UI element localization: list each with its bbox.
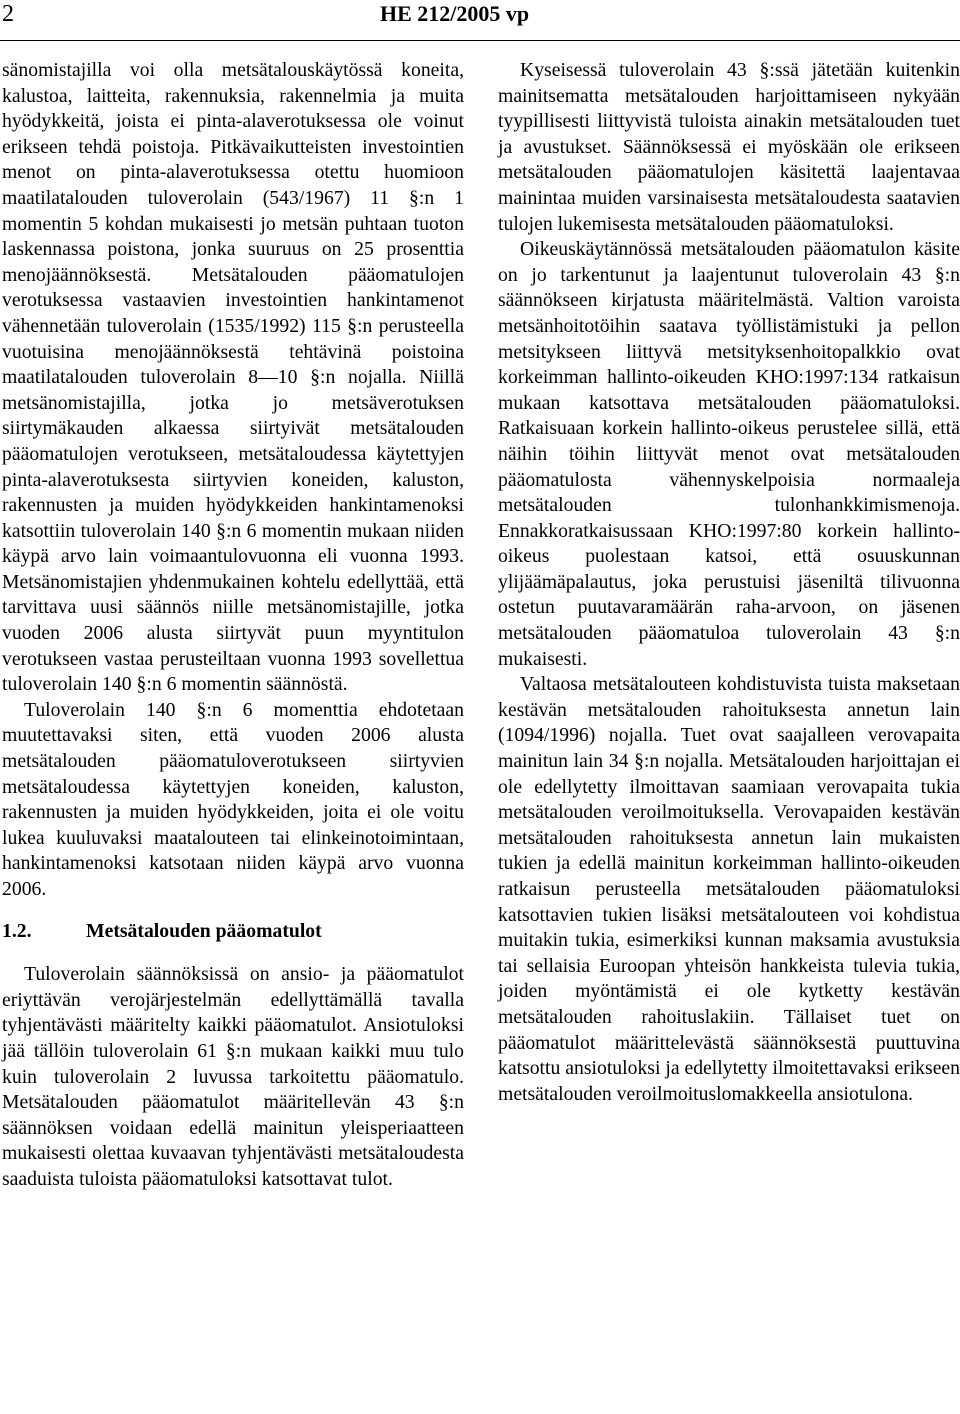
page-number: 2: [2, 1, 14, 27]
right-paragraph-4: [498, 672, 960, 1107]
document-id: HE 212/2005 vp: [380, 1, 530, 26]
right-paragraph-2: [498, 58, 960, 237]
right-column: [498, 58, 960, 1107]
page-header: [0, 0, 960, 40]
left-paragraph-1: [2, 58, 464, 698]
section-number: 1.2.: [2, 919, 32, 942]
left-paragraph-2-text: Tuloverolain 140 §:n 6 momenttia ehdotetaan muutettavaksi siten, että vuoden 2006 alusta metsätalouden pääomatuloverotukseen siirtyvien metsätaloudessa käytettyjen koneiden, kaluston, rakennusten ja muiden hyödykkeiden, joita ei ole voitu lukea kuuluvaksi maatalouteen tai elinkeinotoimintaan, hankintamenoksi katsotaan niiden käypä arvo vuonna 2006.: [2, 698, 464, 900]
left-paragraph-3: [2, 962, 464, 1192]
section-heading: [2, 919, 464, 945]
left-paragraph-3-text: Tuloverolain säännöksissä on ansio- ja pääomatulot eriyttävän verojärjestelmän edellyttämällä tavalla tyhjentävästi määritelty kaikki pääomatulot. Ansiotuloksi jää tällöin tuloverolain 61 §:n mukaan kaikki muu tulo kuin tuloverolain 2 luvussa tarkoitettu pääomatulo. Metsätalouden pääomatulot määritellevän 43 §:n säännöksen voidaan edellä mainitun yleisperiaatteen mukaisesti olettaa kuvaavan tyhjentävästi metsätaloudesta saaduista tuloista pääomatuloksi katsottavat tulot.: [2, 963, 464, 1190]
right-paragraph-4-text: Valtaosa metsätalouteen kohdistuvista tuista maksetaan kestävän metsätalouden rahoituksesta annetun lain (1094/1996) nojalla. Tuet ovat saajalleen verovapaita mainitun lain 34 §:n nojalla. Metsätalouden harjoittajan ei ole edellytetty ilmoittavan saamiaan verovapaita tukia metsätalouden veroilmoituksella. Verovapaiden kestävän metsätalouden rahoituksesta annetun lain mukaisten tukien ja edellä mainitun korkeimman hallinto-oikeuden ratkaisun perusteella metsätalouden pääomatuloksi katsottavien tukien lisäksi metsätalouteen voi kohdistua muitakin tukia, esimerkiksi kunnan maksamia avustuksia tai sellaisia Euroopan yhteisön hankkeista tulevia tukia, joiden myöntämistä ei ole kytketty kestävän metsätalouden rahoituslakiin. Tällaiset tuet on pääomatulot määrittelevästä säännöksestä puuttuvina katsottu ansiotuloksi ja edellytetty ilmoitettavaksi erikseen metsätalouden veroilmoituslomakkeella ansiotulona.: [498, 673, 960, 1105]
section-title: Metsätalouden pääomatulot: [86, 919, 322, 942]
right-paragraph-2-text: Kyseisessä tuloverolain 43 §:ssä jätetään kuitenkin mainitsematta metsätalouden harjoittamiseen nykyään tyypillisesti liittyvistä tuloista ainakin metsätalouden tuet ja avustukset. Säännöksessä ei myöskään ole erikseen metsätalouden pääomatulojen käsitettä laajentavaa mainintaa muiden varsinaisesta metsätaloudesta saatavien tulojen lukemisesta metsätalouden pääomatuloksi.: [498, 59, 960, 235]
right-paragraph-3: [498, 237, 960, 672]
header-rule: [0, 40, 960, 41]
left-paragraph-2: [2, 698, 464, 903]
left-paragraph-1-text: sänomistajilla voi olla metsätalouskäytössä koneita, kalustoa, laitteita, rakennuksia, rakennelmia ja muita hyödykkeitä, joista ei pinta-alaverotuksessa ole voinut erikseen tehdä poistoja. Pitkävaikutteisten investointien menot on pinta-alaverotuksessa otettu huomioon maatilatalouden tuloverolain (543/1967) 11 §:n 1 momentin 5 kohdan mukaisesti jo metsän puhtaan tuoton laskennassa poistona, jonka suuruus on 25 prosenttia menojäännöksestä. Metsätalouden pääomatulojen verotuksessa vastaavien investointien hankintamenot vähennetään tuloverolain (1535/1992) 115 §:n perusteella vuotuisina menojäännöksestä tehtävinä poistoina maatilatalouden tuloverolain 8—10 §:n nojalla. Niillä metsänomistajilla, jotka jo metsäverotuksen siirtymäkauden alkaessa siirtyivät metsätalouden pääomatulojen verotukseen, metsätaloudessa käytettyjen pinta-alaverotuksesta siirtyvien koneiden, kaluston, rakennusten ja muiden hyödykkeiden hankintamenoksi katsottiin tuloverolain 140 §:n 6 momentin mukaan niiden käypä arvo lain voimaantulovuonna eli vuonna 1993. Metsänomistajien yhdenmukainen kohtelu edellyttää, että tarvittava uusi säännös niille metsänomistajille, jotka vuoden 2006 alusta siirtyvät puun myyntitulon verotukseen vastaa perusteiltaan vuonna 1993 sovellettua tuloverolain 140 §:n 6 momentin säännöstä.: [2, 59, 464, 696]
right-paragraph-3-text: Oikeuskäytännössä metsätalouden pääomatulon käsite on jo tarkentunut ja laajentunut tuloverolain 43 §:n säännökseen kirjatusta määritelmästä. Valtion varoista metsänhoitotöihin saatava työllistämistuki ja pellon metsitykseen liittyvä metsityksenhoitopalkkio ovat korkeimman hallinto-oikeuden KHO:1997:134 ratkaisun mukaan katsottava metsätalouden pääomatuloksi. Ratkaisuaan korkein hallinto-oikeus perustelee sillä, että näihin töihin liittyvät menot ovat metsätalouden pääomatulosta vähennyskelpoisia normaaleja metsätalouden tulonhankkimismenoja. Ennakkoratkaisussaan KHO:1997:80 korkein hallinto-oikeus puolestaan katsoi, että osuuskunnan ylijäämäpalautus, joka perustuisi jäseniltä tilivuonna ostetun puutavaramäärän raha-arvoon, on jäsenen metsätalouden pääomatuloa tuloverolain 43 §:n mukaisesti.: [498, 238, 960, 670]
left-column: [2, 58, 464, 1193]
